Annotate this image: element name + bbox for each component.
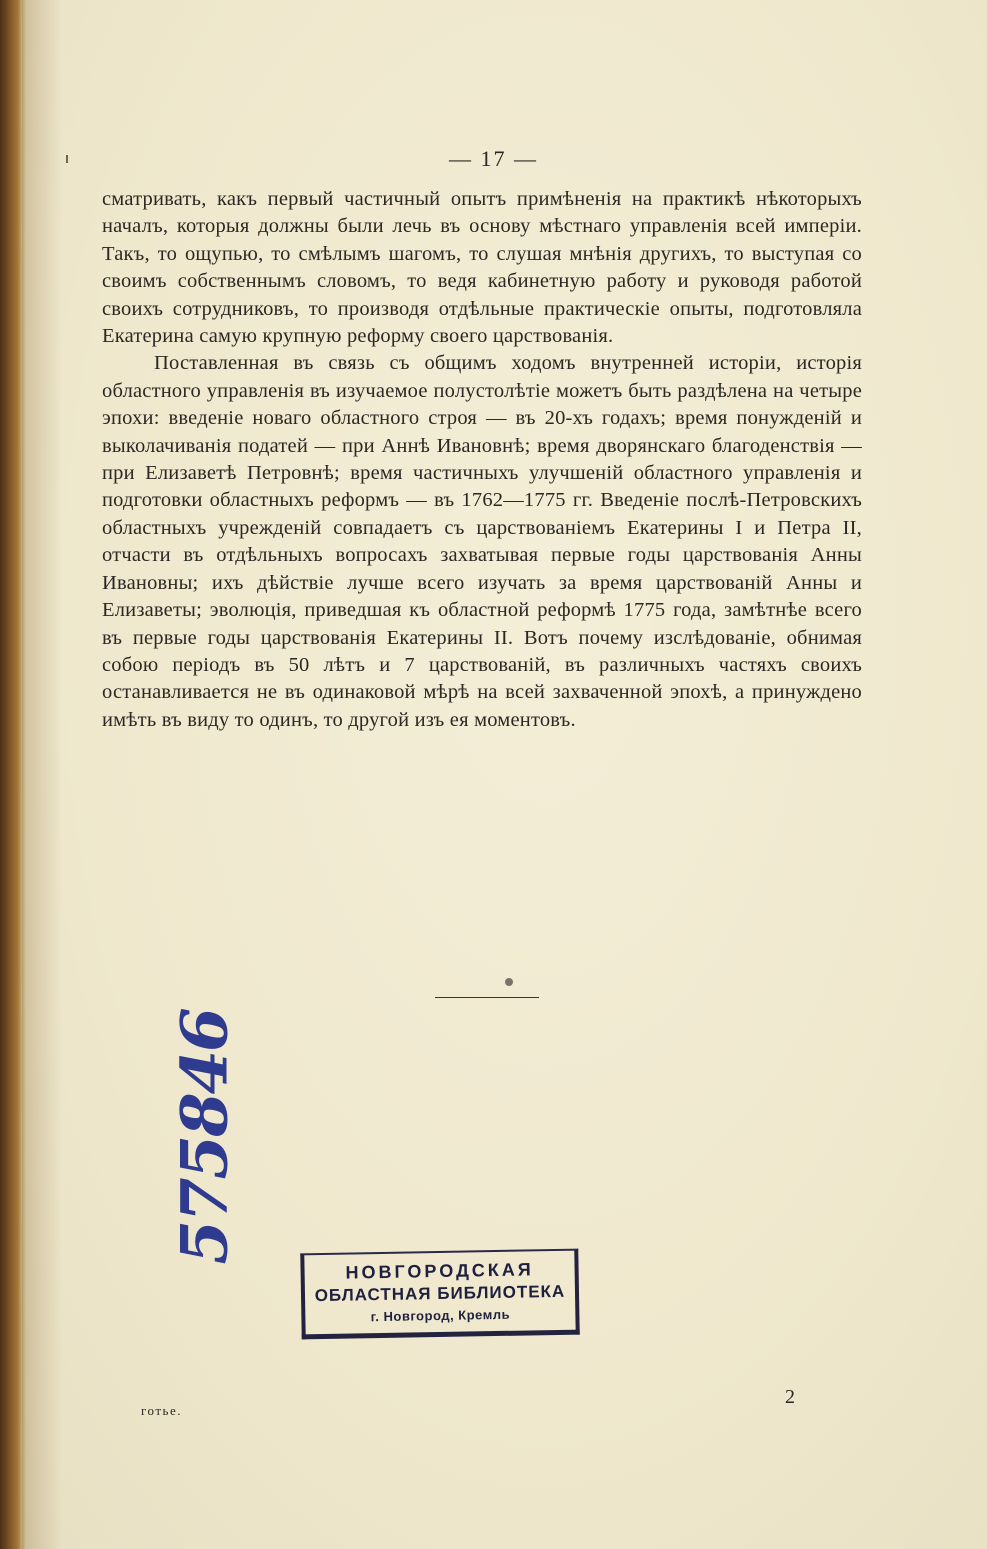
stamp-line-1: НОВГОРОДСКАЯ [345,1259,534,1283]
ink-speck [505,978,513,986]
stamp-line-3: г. Новгород, Кремль [370,1306,511,1325]
body-text [102,186,862,734]
section-end-rule [435,997,539,998]
signature-mark: готье. [141,1403,182,1418]
gutter-shadow [22,0,62,1549]
library-stamp [300,1249,579,1340]
paragraph-1: сматривать, какъ первый частичный опытъ примѣненія на практикѣ нѣкоторыхъ началъ, которыя должны были лечь въ основу мѣстнаго управленія всей имперіи. Такъ, то ощупью, то смѣлымъ шагомъ, то слушая мнѣнія другихъ, то выступая со своимъ собственнымъ словомъ, то ведя кабинетную работу и руководя работой своихъ сотрудниковъ, то производя отдѣльные практическіе опыты, подготовляла Екатерина самую крупную реформу своего царствованія. [102,188,862,348]
stamp-line-2: ОБЛАСТНАЯ БИБЛИОТЕКА [314,1281,566,1306]
handwritten-inventory-number: 575846 [167,1009,243,1265]
paragraph-2: Поставленная въ связь съ общимъ ходомъ внутренней исторіи, исторія областного управленія въ изучаемое полустолѣтіе можетъ быть раздѣлена на четыре эпохи: введеніе новаго областного строя — въ 20-хъ годахъ; время понужденій и выколачиванія податей — при Аннѣ Ивановнѣ; время дворянскаго благоденствія — при Елизаветѣ Петровнѣ; время частичныхъ улучшеній областного управленія и подготовки областныхъ реформъ — въ 1762—1775 гг. Введеніе послѣ-Петровскихъ областныхъ учрежденій совпадаетъ съ царствованіемъ Екатерины I и Петра II, отчасти въ отдѣльныхъ вопросахъ захватывая первые годы царствованія Анны Ивановны; ихъ дѣйствіе лучше всего изучать за время царствованій Анны и Елизаветы; эволюція, приведшая къ областной реформѣ 1775 года, замѣтнѣе всего въ первые годы царствованія Екатерины II. Вотъ почему изслѣдованіе, обнимая собою періодъ въ 50 лѣтъ и 7 царствованій, въ различныхъ частяхъ своихъ останавливается не въ одинаковой мѣрѣ на всей захваченной эпохѣ, а принуждено имѣть въ виду то одинъ, то другой изъ ея моментовъ. [102,352,862,731]
page-number-header: — 17 — [449,146,538,171]
signature-number: 2 [785,1386,795,1408]
